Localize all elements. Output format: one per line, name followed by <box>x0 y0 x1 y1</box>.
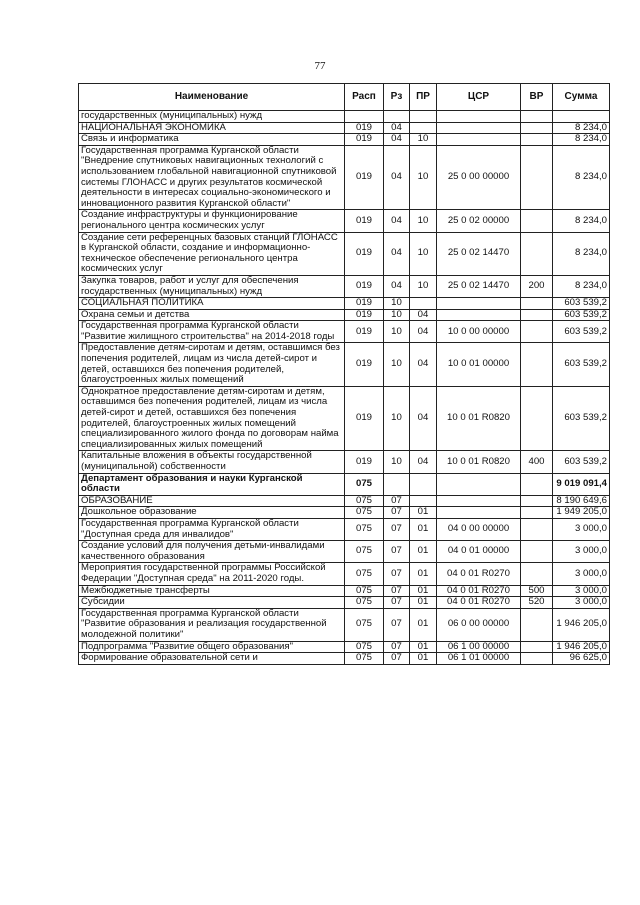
table-row <box>79 563 610 585</box>
cell-pr: 01 <box>410 585 437 597</box>
cell-name: Создание сети референцных базовых станций ГЛОНАСС в Курганской области, создание и информационно-техническое обеспечение регионального центра космических услуг <box>79 232 345 275</box>
cell-rz: 07 <box>384 541 410 563</box>
cell-pr: 01 <box>410 518 437 540</box>
cell-sum: 1 946 205,0 <box>553 641 610 653</box>
cell-sum: 8 234,0 <box>553 134 610 146</box>
cell-rz: 10 <box>384 298 410 310</box>
cell-name: Государственная программа Курганской области "Развитие образования и реализация государственной молодежной политики" <box>79 608 345 641</box>
cell-sum: 96 625,0 <box>553 653 610 665</box>
cell-sum: 603 539,2 <box>553 451 610 473</box>
table-row <box>79 145 610 210</box>
table-row <box>79 653 610 665</box>
cell-rasp: 019 <box>345 134 384 146</box>
cell-rz: 10 <box>384 343 410 386</box>
cell-vr: 500 <box>521 585 553 597</box>
cell-csr: 10 0 01 00000 <box>437 343 521 386</box>
cell-vr <box>521 232 553 275</box>
cell-rz: 07 <box>384 518 410 540</box>
cell-vr <box>521 641 553 653</box>
cell-csr <box>437 134 521 146</box>
cell-rz: 07 <box>384 608 410 641</box>
cell-pr <box>410 495 437 507</box>
column-header-name: Наименование <box>79 84 345 111</box>
cell-pr <box>410 473 437 495</box>
cell-vr <box>521 145 553 210</box>
cell-pr: 01 <box>410 507 437 519</box>
table-row <box>79 111 610 123</box>
cell-vr <box>521 653 553 665</box>
cell-rasp: 075 <box>345 563 384 585</box>
cell-vr <box>521 309 553 321</box>
cell-rasp: 075 <box>345 608 384 641</box>
cell-pr: 04 <box>410 386 437 451</box>
cell-sum: 8 234,0 <box>553 122 610 134</box>
cell-csr <box>437 473 521 495</box>
cell-name: Межбюджетные трансферты <box>79 585 345 597</box>
cell-csr: 04 0 01 R0270 <box>437 585 521 597</box>
cell-sum: 603 539,2 <box>553 309 610 321</box>
column-header-csr: ЦСР <box>437 84 521 111</box>
column-header-rz: Рз <box>384 84 410 111</box>
cell-csr <box>437 111 521 123</box>
cell-csr: 04 0 01 00000 <box>437 541 521 563</box>
cell-rasp: 019 <box>345 122 384 134</box>
cell-sum: 8 234,0 <box>553 232 610 275</box>
cell-csr <box>437 309 521 321</box>
cell-rasp: 019 <box>345 298 384 310</box>
cell-vr <box>521 495 553 507</box>
cell-csr: 04 0 01 R0270 <box>437 597 521 609</box>
cell-vr <box>521 541 553 563</box>
cell-name: НАЦИОНАЛЬНАЯ ЭКОНОМИКА <box>79 122 345 134</box>
table-row <box>79 495 610 507</box>
cell-rasp: 019 <box>345 386 384 451</box>
cell-sum: 3 000,0 <box>553 518 610 540</box>
table-row <box>79 309 610 321</box>
column-header-sum: Сумма <box>553 84 610 111</box>
cell-name: Капитальные вложения в объекты государственной (муниципальной) собственности <box>79 451 345 473</box>
cell-sum: 9 019 091,4 <box>553 473 610 495</box>
cell-rz: 10 <box>384 386 410 451</box>
cell-vr <box>521 518 553 540</box>
cell-rasp: 019 <box>345 451 384 473</box>
table-row <box>79 134 610 146</box>
cell-vr <box>521 608 553 641</box>
cell-csr: 10 0 01 R0820 <box>437 451 521 473</box>
cell-name: Однократное предоставление детям-сиротам и детям, оставшимся без попечения родителей, лицам из числа детей-сирот и детей, оставшихся без попечения родителей, благоустроенных жилых помещений специализированного жилого фонда по договорам найма специализированных жилых помещений <box>79 386 345 451</box>
cell-rasp: 075 <box>345 473 384 495</box>
cell-rz: 07 <box>384 495 410 507</box>
cell-csr <box>437 495 521 507</box>
cell-rz: 07 <box>384 653 410 665</box>
cell-pr: 10 <box>410 275 437 297</box>
cell-csr: 06 0 00 00000 <box>437 608 521 641</box>
cell-csr: 25 0 00 00000 <box>437 145 521 210</box>
cell-pr: 04 <box>410 451 437 473</box>
cell-rasp: 075 <box>345 507 384 519</box>
cell-vr <box>521 473 553 495</box>
cell-rz: 10 <box>384 321 410 343</box>
cell-rasp: 075 <box>345 641 384 653</box>
cell-csr: 04 0 00 00000 <box>437 518 521 540</box>
cell-pr: 01 <box>410 597 437 609</box>
table-row <box>79 585 610 597</box>
cell-name: СОЦИАЛЬНАЯ ПОЛИТИКА <box>79 298 345 310</box>
table-row <box>79 343 610 386</box>
cell-name: Создание инфраструктуры и функционирование регионального центра космических услуг <box>79 210 345 232</box>
cell-rasp: 019 <box>345 343 384 386</box>
cell-sum: 603 539,2 <box>553 321 610 343</box>
cell-pr: 01 <box>410 653 437 665</box>
cell-pr <box>410 122 437 134</box>
cell-rasp: 019 <box>345 321 384 343</box>
cell-rz: 04 <box>384 122 410 134</box>
cell-name: государственных (муниципальных) нужд <box>79 111 345 123</box>
cell-vr <box>521 321 553 343</box>
cell-rasp: 019 <box>345 309 384 321</box>
cell-sum: 8 234,0 <box>553 145 610 210</box>
table-row <box>79 321 610 343</box>
cell-name: Связь и информатика <box>79 134 345 146</box>
table-row <box>79 386 610 451</box>
cell-csr: 06 1 01 00000 <box>437 653 521 665</box>
cell-vr: 200 <box>521 275 553 297</box>
cell-vr <box>521 111 553 123</box>
table-row <box>79 507 610 519</box>
cell-sum: 3 000,0 <box>553 597 610 609</box>
cell-vr <box>521 210 553 232</box>
cell-name: Мероприятия государственной программы Российской Федерации "Доступная среда" на 2011-2020 годы. <box>79 563 345 585</box>
cell-pr: 10 <box>410 210 437 232</box>
cell-sum: 603 539,2 <box>553 386 610 451</box>
cell-pr: 04 <box>410 309 437 321</box>
cell-rasp: 075 <box>345 653 384 665</box>
cell-pr <box>410 111 437 123</box>
table-row <box>79 298 610 310</box>
cell-pr: 01 <box>410 608 437 641</box>
cell-pr: 04 <box>410 321 437 343</box>
table-row <box>79 122 610 134</box>
cell-sum: 8 234,0 <box>553 210 610 232</box>
column-header-vr: ВР <box>521 84 553 111</box>
table-row <box>79 232 610 275</box>
cell-sum: 1 946 205,0 <box>553 608 610 641</box>
cell-rz: 07 <box>384 641 410 653</box>
cell-sum: 1 949 205,0 <box>553 507 610 519</box>
cell-csr <box>437 122 521 134</box>
cell-sum: 3 000,0 <box>553 585 610 597</box>
cell-pr: 10 <box>410 134 437 146</box>
cell-name: Закупка товаров, работ и услуг для обеспечения государственных (муниципальных) нужд <box>79 275 345 297</box>
cell-rasp: 019 <box>345 145 384 210</box>
cell-name: Охрана семьи и детства <box>79 309 345 321</box>
cell-pr: 04 <box>410 343 437 386</box>
cell-rz: 04 <box>384 134 410 146</box>
cell-name: Субсидии <box>79 597 345 609</box>
cell-csr: 06 1 00 00000 <box>437 641 521 653</box>
table-row <box>79 451 610 473</box>
cell-rasp: 019 <box>345 232 384 275</box>
table-row <box>79 518 610 540</box>
cell-rz: 04 <box>384 210 410 232</box>
cell-rz: 10 <box>384 309 410 321</box>
cell-vr: 520 <box>521 597 553 609</box>
cell-pr: 01 <box>410 563 437 585</box>
cell-name: Государственная программа Курганской области "Развитие жилищного строительства" на 2014-2018 годы <box>79 321 345 343</box>
cell-csr <box>437 507 521 519</box>
cell-csr: 04 0 01 R0270 <box>437 563 521 585</box>
cell-sum: 603 539,2 <box>553 298 610 310</box>
table-row <box>79 597 610 609</box>
cell-name: Государственная программа Курганской области "Внедрение спутниковых навигационных технологий с использованием глобальной навигационной спутниковой системы ГЛОНАСС и других результатов космической деятельности в интересах социально-экономического и инновационного развития Курганской области" <box>79 145 345 210</box>
cell-sum: 3 000,0 <box>553 541 610 563</box>
table-row <box>79 641 610 653</box>
cell-pr: 01 <box>410 641 437 653</box>
cell-name: Создание условий для получения детьми-инвалидами качественного образования <box>79 541 345 563</box>
table-row <box>79 608 610 641</box>
cell-vr <box>521 134 553 146</box>
cell-rz: 10 <box>384 451 410 473</box>
cell-rasp: 075 <box>345 495 384 507</box>
cell-sum: 8 190 649,6 <box>553 495 610 507</box>
cell-rasp: 019 <box>345 275 384 297</box>
table-row <box>79 473 610 495</box>
cell-rz: 07 <box>384 507 410 519</box>
cell-pr: 01 <box>410 541 437 563</box>
cell-rz: 07 <box>384 597 410 609</box>
cell-rasp: 075 <box>345 541 384 563</box>
cell-rz: 04 <box>384 275 410 297</box>
cell-name: Подпрограмма "Развитие общего образования" <box>79 641 345 653</box>
cell-vr <box>521 298 553 310</box>
cell-pr: 10 <box>410 232 437 275</box>
table-row <box>79 275 610 297</box>
cell-sum: 603 539,2 <box>553 343 610 386</box>
table-body <box>79 111 610 665</box>
cell-vr <box>521 386 553 451</box>
cell-name: ОБРАЗОВАНИЕ <box>79 495 345 507</box>
cell-name: Департамент образования и науки Курганской области <box>79 473 345 495</box>
cell-name: Предоставление детям-сиротам и детям, оставшимся без попечения родителей, лицам из числа детей-сирот и детей, оставшихся без попечения родителей, благоустроенных жилых помещений <box>79 343 345 386</box>
cell-sum: 8 234,0 <box>553 275 610 297</box>
cell-vr <box>521 343 553 386</box>
cell-sum: 3 000,0 <box>553 563 610 585</box>
cell-rz: 07 <box>384 585 410 597</box>
page-number: 77 <box>314 60 326 72</box>
cell-vr: 400 <box>521 451 553 473</box>
cell-pr <box>410 298 437 310</box>
cell-rasp: 075 <box>345 518 384 540</box>
table-header <box>79 84 610 111</box>
table-row <box>79 210 610 232</box>
cell-sum <box>553 111 610 123</box>
column-header-rasp: Расп <box>345 84 384 111</box>
cell-rasp: 019 <box>345 210 384 232</box>
budget-table <box>78 83 610 665</box>
cell-rz: 04 <box>384 232 410 275</box>
cell-rasp: 075 <box>345 597 384 609</box>
cell-csr: 10 0 00 00000 <box>437 321 521 343</box>
cell-csr: 25 0 02 14470 <box>437 232 521 275</box>
column-header-pr: ПР <box>410 84 437 111</box>
cell-csr: 25 0 02 00000 <box>437 210 521 232</box>
cell-vr <box>521 563 553 585</box>
cell-pr: 10 <box>410 145 437 210</box>
cell-csr: 10 0 01 R0820 <box>437 386 521 451</box>
cell-vr <box>521 122 553 134</box>
cell-rz: 04 <box>384 145 410 210</box>
cell-rz: 07 <box>384 563 410 585</box>
table-row <box>79 541 610 563</box>
cell-vr <box>521 507 553 519</box>
cell-name: Дошкольное образование <box>79 507 345 519</box>
cell-csr <box>437 298 521 310</box>
cell-csr: 25 0 02 14470 <box>437 275 521 297</box>
cell-rasp <box>345 111 384 123</box>
cell-rasp: 075 <box>345 585 384 597</box>
cell-name: Государственная программа Курганской области "Доступная среда для инвалидов" <box>79 518 345 540</box>
cell-rz <box>384 111 410 123</box>
cell-name: Формирование образовательной сети и <box>79 653 345 665</box>
cell-rz <box>384 473 410 495</box>
